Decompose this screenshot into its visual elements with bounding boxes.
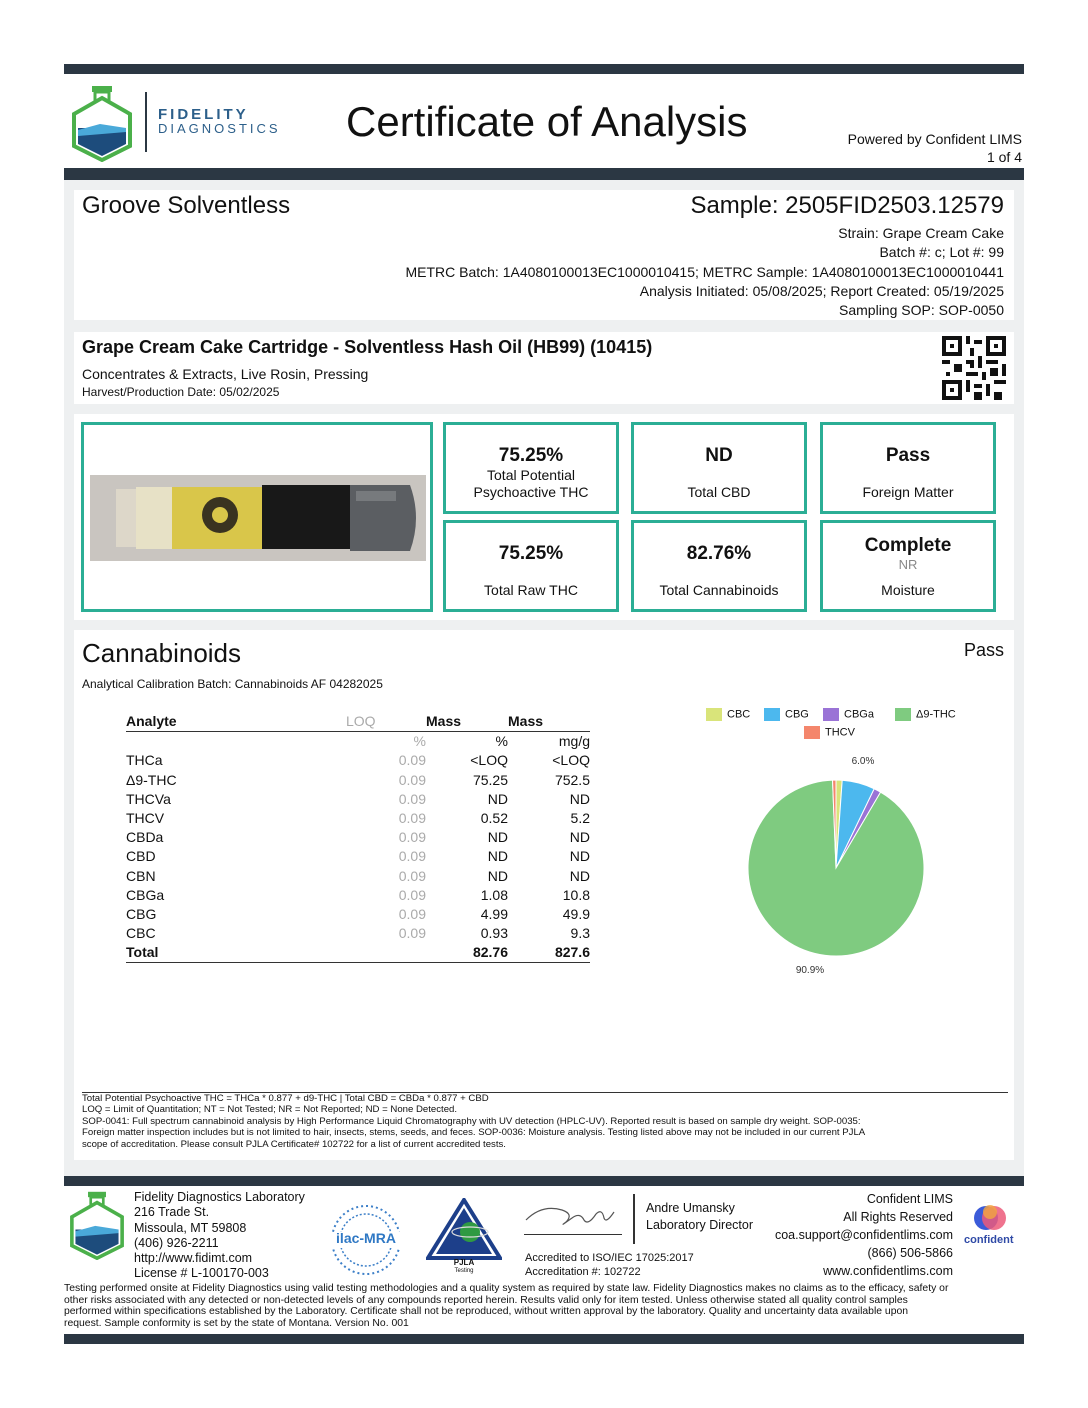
loq-cell: 0.09 (398, 886, 426, 903)
loq-cell: 0.09 (398, 771, 426, 788)
powered-by: Powered by Confident LIMS (847, 131, 1022, 147)
header-mass-mg: Mass (508, 712, 590, 732)
analyte-cell: Δ9-THC (126, 771, 177, 788)
disclaimer-line: request. Sample conformity is set by the state of Montana. Version No. 001 (64, 1317, 409, 1329)
logo-divider (145, 92, 147, 152)
mass-pct-total: 82.76 (426, 943, 508, 963)
lab-website[interactable]: http://www.fidimt.com (134, 1251, 253, 1266)
lab-city: Missoula, MT 59808 (134, 1220, 247, 1235)
legend-swatch (804, 726, 820, 739)
table-row (126, 809, 590, 828)
analyte-cell: CBD (126, 848, 156, 865)
mass-pct-cell: ND (487, 848, 508, 865)
tile-total-raw-thc (443, 520, 619, 612)
legend-swatch (823, 708, 839, 721)
ilac-text: ilac-MRA (336, 1230, 396, 1246)
loq-cell: 0.09 (398, 905, 426, 922)
mass-mg-cell: <LOQ (552, 752, 590, 769)
tile-value: 82.76% (686, 543, 752, 564)
legend-label: CBGa (844, 708, 874, 721)
mass-pct-cell: 75.25 (472, 771, 508, 788)
confident-website[interactable]: www.confidentlims.com (823, 1264, 953, 1278)
signature-icon (522, 1200, 622, 1230)
product-name: Grape Cream Cake Cartridge - Solventless Hash Oil (HB99) (10415) (82, 337, 653, 357)
analyte-cell: THCV (126, 810, 165, 827)
analyte-cell: CBN (126, 867, 156, 884)
lab-license: License # L-100170-003 (134, 1266, 269, 1281)
mass-mg-cell: ND (569, 867, 590, 884)
flask-logo-icon (70, 84, 134, 162)
tile-label: Total Raw THC (484, 582, 578, 598)
legend-item (706, 708, 750, 721)
iso-accreditation: Accredited to ISO/IEC 17025:2017 (525, 1252, 694, 1264)
client-name: Groove Solventless (82, 192, 291, 219)
legend-swatch (764, 708, 780, 721)
table-row (126, 790, 590, 809)
legend-item (823, 708, 874, 721)
legend-label: CBG (785, 708, 809, 721)
cartridge-image (90, 475, 426, 561)
tile-label: Total Potential Psychoactive THC (473, 467, 589, 500)
pjla-text: PJLA (453, 1258, 475, 1267)
note-line: SOP-0041: Full spectrum cannabinoid analysis by High Performance Liquid Chromatography with UV detection (HPLC-UV). Reported result is based on sample dry weight. SOP-0035: (82, 1115, 861, 1127)
tile-label: Foreign Matter (862, 484, 954, 500)
qr-code-icon[interactable] (942, 336, 1006, 400)
tile-value: Pass (885, 445, 931, 466)
calibration-batch: Analytical Calibration Batch: Cannabinoids AF 04282025 (82, 677, 383, 691)
confident-contact (775, 1190, 953, 1280)
mass-pct-cell: 4.99 (480, 905, 508, 922)
confident-phone: (866) 506-5866 (867, 1246, 953, 1260)
legend-label: THCV (825, 726, 855, 739)
legend-label: Δ9-THC (916, 708, 956, 721)
cannabinoid-table (126, 712, 590, 963)
cannabinoid-pie-chart (700, 740, 1000, 990)
confident-rights: All Rights Reserved (843, 1210, 953, 1224)
mass-pct-cell: 0.52 (480, 810, 508, 827)
analyte-cell: CBC (126, 925, 156, 942)
tile-value: Complete (864, 535, 952, 556)
section-title: Cannabinoids (82, 638, 242, 668)
client-panel (74, 190, 1014, 320)
tile-foreign-matter (820, 422, 996, 514)
metrc-info: METRC Batch: 1A4080100013EC1000010415; METRC Sample: 1A4080100013EC1000010441 (405, 263, 1004, 280)
sample-id: Sample: 2505FID2503.12579 (690, 192, 1004, 219)
product-photo-frame (81, 422, 433, 612)
legend-item (764, 708, 809, 721)
tile-value: ND (705, 445, 733, 466)
unit-cell: % (413, 733, 426, 750)
analyte-cell: CBGa (126, 886, 165, 903)
strain: Strain: Grape Cream Cake (838, 225, 1004, 241)
loq-cell: 0.09 (398, 925, 426, 942)
table-units-row (126, 732, 590, 752)
tile-label: Moisture (881, 582, 935, 598)
page-number: 1 of 4 (986, 149, 1022, 165)
confident-name: Confident LIMS (866, 1192, 953, 1206)
table-row (126, 751, 590, 770)
confident-logo-icon (972, 1202, 1008, 1234)
mass-mg-cell: 10.8 (562, 886, 590, 903)
pie-data-label: 90.9% (795, 965, 825, 976)
product-panel (74, 332, 1014, 404)
tile-label: Total CBD (687, 484, 751, 500)
harvest-date: Harvest/Production Date: 05/02/2025 (82, 385, 280, 399)
director-name: Andre Umansky (646, 1201, 735, 1215)
loq-cell: 0.09 (398, 752, 426, 769)
confident-email[interactable]: coa.support@confidentlims.com (774, 1228, 953, 1242)
table-row (126, 905, 590, 924)
table-row (126, 771, 590, 790)
lab-name: Fidelity Diagnostics Laboratory (134, 1190, 305, 1204)
tile-total-cbd (631, 422, 807, 514)
page-title: Certificate of Analysis (346, 98, 748, 145)
note-line: LOQ = Limit of Quantitation; NT = Not Tested; NR = Not Reported; ND = None Detected. (82, 1104, 458, 1116)
analyte-cell: CBG (126, 905, 157, 922)
tile-label: Total Cannabinoids (659, 582, 779, 598)
note-line: Total Potential Psychoactive THC = THCa * 0.877 + d9-THC | Total CBD = CBDa * 0.877 + CBD (82, 1093, 489, 1104)
mass-pct-cell: 1.08 (480, 886, 508, 903)
loq-total (346, 943, 426, 963)
disclaimer-line: other risks associated with any detected or non-detected levels of any compounds reported herein. Results valid only for item tested. Unless otherwise stated all quality control samples (64, 1294, 908, 1306)
sampling-sop: Sampling SOP: SOP-0050 (839, 302, 1004, 319)
mass-pct-cell: <LOQ (470, 752, 508, 769)
header-bottom-bar (64, 168, 1024, 180)
signature-divider (633, 1194, 635, 1244)
tile-value: 75.25% (498, 543, 564, 564)
mass-mg-cell: ND (569, 829, 590, 846)
table-row (126, 828, 590, 847)
unit-cell (126, 732, 346, 752)
signature-line (524, 1234, 622, 1235)
pjla-subtext: Testing (454, 1268, 474, 1274)
mass-mg-total: 827.6 (508, 943, 590, 963)
tile-moisture (820, 520, 996, 612)
mass-mg-cell: 49.9 (562, 905, 590, 922)
tile-total-potential-thc (443, 422, 619, 514)
analysis-dates: Analysis Initiated: 05/08/2025; Report Created: 05/19/2025 (639, 282, 1004, 299)
loq-cell: 0.09 (398, 867, 426, 884)
footnotes (82, 1092, 1008, 1150)
client-details (405, 224, 1004, 320)
footer-bottom-bar (64, 1334, 1024, 1344)
accreditation-number: Accreditation #: 102722 (525, 1266, 641, 1278)
pie-data-label: 6.0% (851, 756, 875, 767)
product-category: Concentrates & Extracts, Live Rosin, Pressing (82, 366, 369, 382)
table-row (126, 867, 590, 886)
section-status: Pass (963, 640, 1004, 660)
analyte-cell: THCa (126, 752, 163, 769)
logo-text-diagnostics: DIAGNOSTICS (158, 121, 281, 136)
disclaimer-line: performed within specifications established by the Laboratory. Certificate shall not be reproduced, without written approval by the laboratory. Quality and uncertainty data available upon (64, 1306, 909, 1318)
mass-mg-cell: ND (569, 848, 590, 865)
loq-cell: 0.09 (398, 848, 426, 865)
lab-phone: (406) 926-2211 (134, 1235, 219, 1250)
legend-item (804, 726, 855, 739)
pjla-logo-icon (426, 1198, 502, 1278)
mass-mg-cell: ND (569, 790, 590, 807)
table-total-row (126, 943, 590, 963)
note-line: scope of accreditation. Please consult PJLA Certificate# 102722 for a list of current accredited tests. (82, 1138, 506, 1150)
unit-cell: % (495, 733, 508, 750)
disclaimer (64, 1283, 1026, 1329)
table-header-row (126, 712, 590, 732)
header-analyte: Analyte (126, 712, 346, 732)
ilac-mra-logo-icon (328, 1204, 404, 1276)
mass-pct-cell: ND (487, 790, 508, 807)
table-row (126, 886, 590, 905)
flask-logo-small-icon (68, 1190, 126, 1260)
disclaimer-line: Testing performed onsite at Fidelity Diagnostics using valid testing methodologies and a quality system as required by state law. Fidelity Diagnostics makes no claims as to the efficacy, safety or (64, 1283, 949, 1294)
mass-mg-cell: 752.5 (554, 771, 590, 788)
mass-pct-cell: 0.93 (480, 925, 508, 942)
analyte-total: Total (126, 943, 346, 963)
lab-street: 216 Trade St. (134, 1205, 210, 1220)
footer-top-bar (64, 1176, 1024, 1186)
header-loq: LOQ (346, 712, 426, 732)
legend-item (895, 708, 956, 721)
note-line: Foreign matter inspection includes but is not limited to hair, insects, stems, seeds, and feces. SOP-0036: Moisture analysis. Testing listed above may not be included in our current PJLA (82, 1127, 866, 1139)
batch-lot: Batch #: c; Lot #: 99 (879, 244, 1004, 261)
analyte-cell: THCVa (126, 790, 171, 807)
tile-value: 75.25% (498, 445, 564, 466)
tile-sub: NR (898, 557, 918, 572)
confident-logo-text: confident (964, 1234, 1014, 1246)
tile-total-cannabinoids (631, 520, 807, 612)
loq-cell: 0.09 (398, 829, 426, 846)
mass-pct-cell: ND (487, 867, 508, 884)
loq-cell: 0.09 (398, 790, 426, 807)
header-top-bar (64, 64, 1024, 74)
header-mass-pct: Mass (426, 712, 508, 732)
loq-cell: 0.09 (398, 810, 426, 827)
legend-swatch (706, 708, 722, 721)
director-title: Laboratory Director (646, 1218, 753, 1232)
logo-text-fidelity: FIDELITY (158, 106, 249, 123)
table-row (126, 924, 590, 943)
legend-swatch (895, 708, 911, 721)
table-row (126, 847, 590, 866)
lab-address (134, 1190, 305, 1282)
mass-mg-cell: 9.3 (570, 925, 590, 942)
legend-label: CBC (727, 708, 751, 721)
mass-pct-cell: ND (487, 829, 508, 846)
mass-mg-cell: 5.2 (570, 810, 590, 827)
analyte-cell: CBDa (126, 829, 164, 846)
unit-cell: mg/g (558, 733, 590, 750)
